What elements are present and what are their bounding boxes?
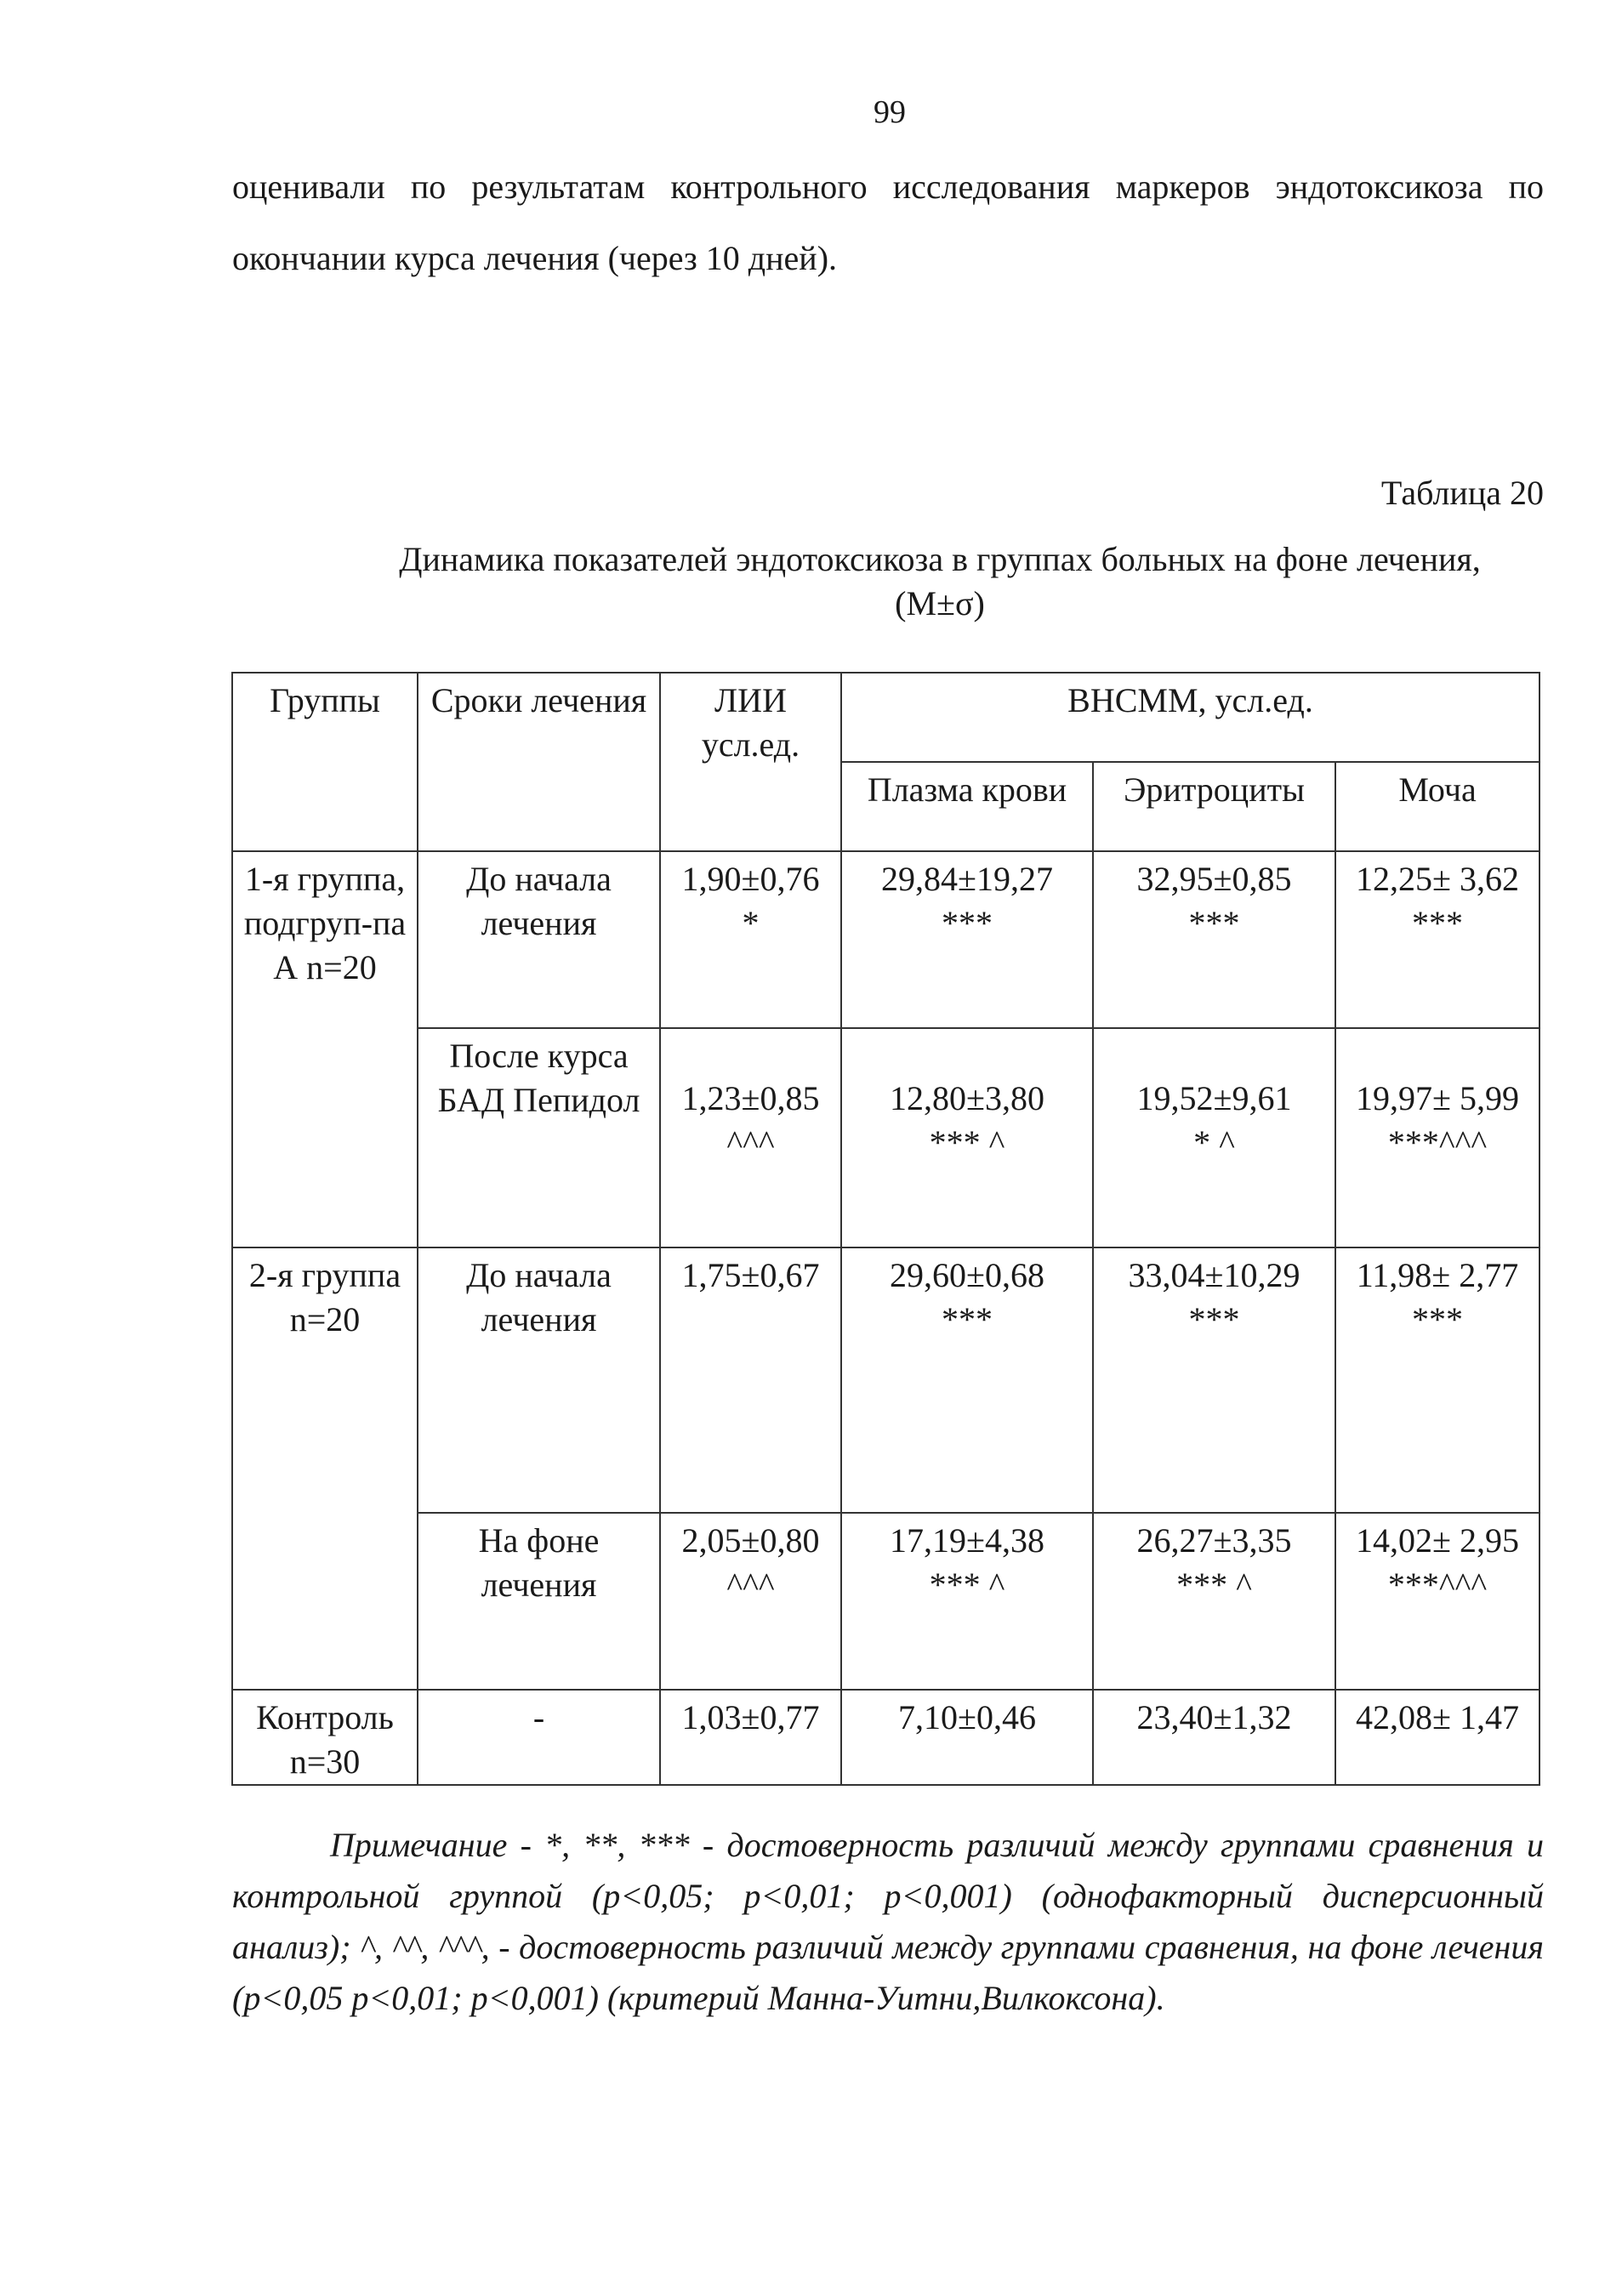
erythrocytes-cell: 23,40±1,32 — [1093, 1690, 1335, 1785]
urine-cell: 12,25± 3,62 *** — [1335, 851, 1539, 1028]
term-cell: На фоне лечения — [418, 1513, 660, 1690]
table-note: Примечание - *, **, *** - достоверность различий между группами сравнения и контрольной группой (p<0,05; p<0,01; p<0,001) (однофакторный дисперсионный анализ); ^, ^^, ^^^, - достоверность различий между группами сравнения, на фоне лечения (p<0,05 p<0,01; p<0,001) (критерий Манна-Уитни,Вилкоксона). — [232, 1826, 1544, 2017]
erythrocytes-cell: 33,04±10,29 *** — [1093, 1247, 1335, 1513]
urine-cell: 19,97± 5,99 ***^^^ — [1335, 1028, 1539, 1247]
erythrocytes-cell: 19,52±9,61 * ^ — [1093, 1028, 1335, 1247]
term-cell: До начала лечения — [418, 1247, 660, 1513]
table-row — [232, 1513, 1539, 1690]
lii-cell: 1,23±0,85 ^^^ — [660, 1028, 841, 1247]
erythrocytes-cell: 32,95±0,85 *** — [1093, 851, 1335, 1028]
plasma-cell: 7,10±0,46 — [841, 1690, 1093, 1785]
group-label: 1-я группа, подгруп-па А n=20 — [232, 851, 418, 1247]
page-number: 99 — [874, 94, 906, 130]
term-cell: До начала лечения — [418, 851, 660, 1028]
table-caption: Динамика показателей эндотоксикоза в группах больных на фоне лечения, (M±σ) — [399, 540, 1481, 622]
group-label: 2-я группа n=20 — [232, 1247, 418, 1690]
plasma-cell: 29,84±19,27 *** — [841, 851, 1093, 1028]
urine-cell: 42,08± 1,47 — [1335, 1690, 1539, 1785]
intro-paragraph: оценивали по результатам контрольного исследования маркеров эндотоксикоза по окончании курса лечения (через 10 дней). — [232, 168, 1544, 277]
header-groups: Группы — [232, 673, 418, 851]
term-cell: После курса БАД Пепидол — [418, 1028, 660, 1247]
erythrocytes-cell: 26,27±3,35 *** ^ — [1093, 1513, 1335, 1690]
table-row — [232, 1690, 1539, 1785]
header-urine: Моча — [1335, 762, 1539, 851]
header-lii: ЛИИ усл.ед. — [660, 673, 841, 851]
header-plasma: Плазма крови — [841, 762, 1093, 851]
urine-cell: 14,02± 2,95 ***^^^ — [1335, 1513, 1539, 1690]
plasma-cell: 29,60±0,68 *** — [841, 1247, 1093, 1513]
header-vnsmm: ВНСММ, усл.ед. — [841, 673, 1539, 762]
term-cell: - — [418, 1690, 660, 1785]
plasma-cell: 12,80±3,80 *** ^ — [841, 1028, 1093, 1247]
table-number: Таблица 20 — [1380, 474, 1544, 512]
table-row — [232, 1028, 1539, 1247]
lii-cell: 1,75±0,67 — [660, 1247, 841, 1513]
table-row — [232, 851, 1539, 1028]
lii-cell: 1,90±0,76 * — [660, 851, 841, 1028]
group-label: Контроль n=30 — [232, 1690, 418, 1785]
urine-cell: 11,98± 2,77 *** — [1335, 1247, 1539, 1513]
header-erythrocytes: Эритроциты — [1093, 762, 1335, 851]
lii-cell: 1,03±0,77 — [660, 1690, 841, 1785]
header-terms: Сроки лечения — [418, 673, 660, 851]
table-row — [232, 1247, 1539, 1513]
plasma-cell: 17,19±4,38 *** ^ — [841, 1513, 1093, 1690]
lii-cell: 2,05±0,80 ^^^ — [660, 1513, 841, 1690]
endotoxicosis-table — [231, 672, 1540, 1786]
